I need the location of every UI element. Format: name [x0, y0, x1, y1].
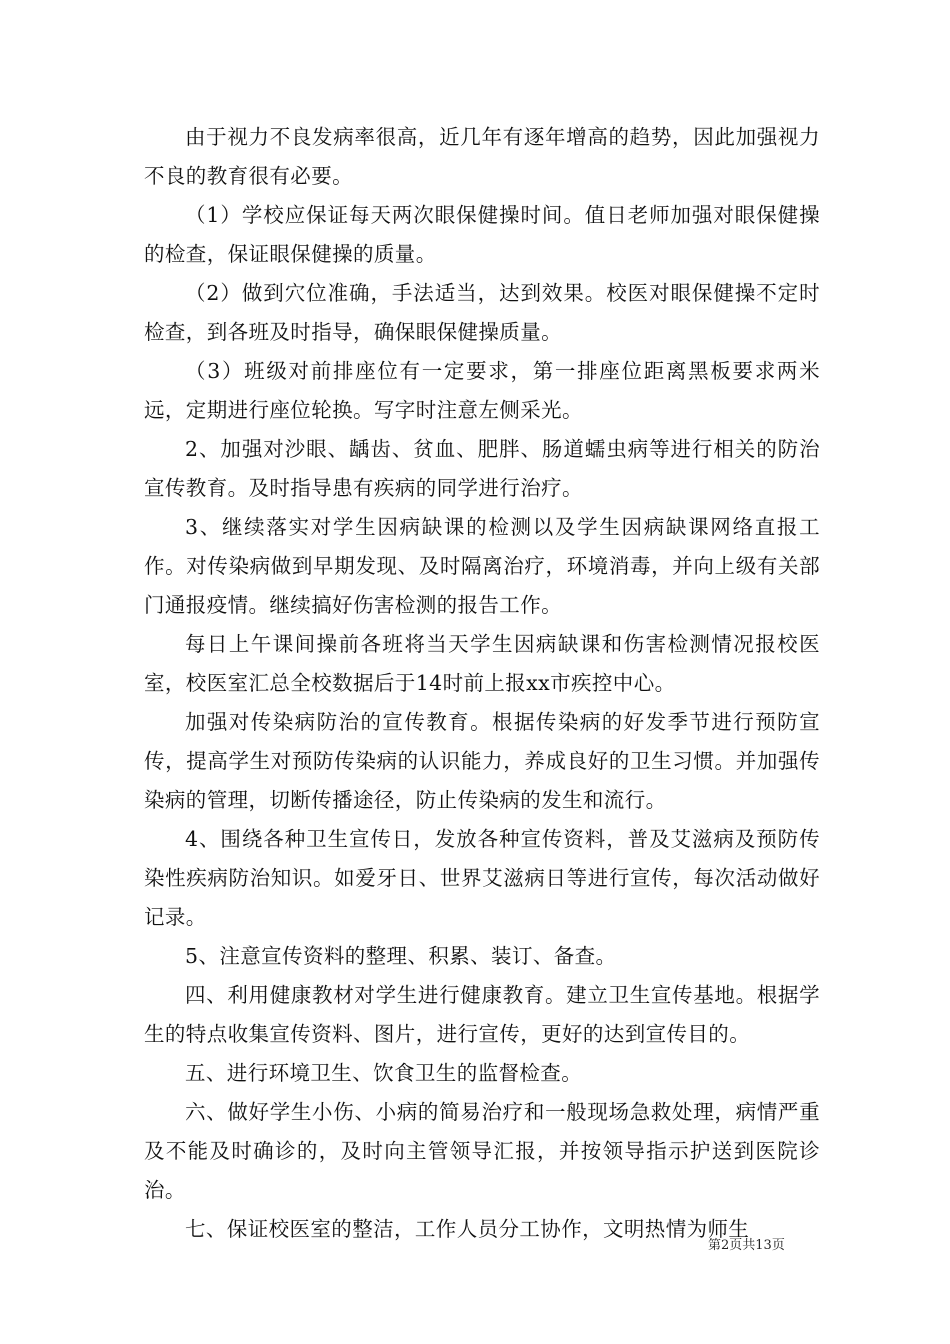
paragraph: 加强对传染病防治的宣传教育。根据传染病的好发季节进行预防宣传，提高学生对预防传染病的认识能力，养成良好的卫生习惯。并加强传染病的管理，切断传播途径，防止传染病的发生和流行。	[144, 710, 820, 812]
paragraph: 四、利用健康教材对学生进行健康教育。建立卫生宣传基地。根据学生的特点收集宣传资料、图片，进行宣传，更好的达到宣传目的。	[144, 983, 820, 1046]
paragraph: （2）做到穴位准确，手法适当，达到效果。校医对眼保健操不定时检查，到各班及时指导，确保眼保健操质量。	[144, 281, 820, 344]
page-number: 第2页共13页	[708, 1238, 785, 1253]
paragraph: 4、围绕各种卫生宣传日，发放各种宣传资料，普及艾滋病及预防传染性疾病防治知识。如爱牙日、世界艾滋病日等进行宣传，每次活动做好记录。	[144, 827, 820, 929]
paragraph: 5、注意宣传资料的整理、积累、装订、备查。	[185, 944, 617, 968]
paragraph: 五、进行环境卫生、饮食卫生的监督检查。	[185, 1061, 583, 1085]
document-body	[144, 118, 820, 1249]
paragraph: 七、保证校医室的整洁，工作人员分工协作，文明热情为师生	[185, 1217, 750, 1241]
paragraph: 每日上午课间操前各班将当天学生因病缺课和伤害检测情况报校医室，校医室汇总全校数据后于14时前上报xx市疾控中心。	[144, 632, 820, 695]
paragraph: （3）班级对前排座位有一定要求，第一排座位距离黑板要求两米远，定期进行座位轮换。写字时注意左侧采光。	[144, 359, 820, 422]
paragraph: 六、做好学生小伤、小病的简易治疗和一般现场急救处理，病情严重及不能及时确诊的，及时向主管领导汇报，并按领导指示护送到医院诊治。	[144, 1100, 820, 1202]
paragraph: （1）学校应保证每天两次眼保健操时间。值日老师加强对眼保健操的检查，保证眼保健操的质量。	[144, 203, 820, 266]
paragraph: 由于视力不良发病率很高，近几年有逐年增高的趋势，因此加强视力不良的教育很有必要。	[144, 125, 820, 188]
paragraph: 3、继续落实对学生因病缺课的检测以及学生因病缺课网络直报工作。对传染病做到早期发现、及时隔离治疗，环境消毒，并向上级有关部门通报疫情。继续搞好伤害检测的报告工作。	[144, 515, 820, 617]
paragraph: 2、加强对沙眼、龋齿、贫血、肥胖、肠道蠕虫病等进行相关的防治宣传教育。及时指导患有疾病的同学进行治疗。	[144, 437, 820, 500]
